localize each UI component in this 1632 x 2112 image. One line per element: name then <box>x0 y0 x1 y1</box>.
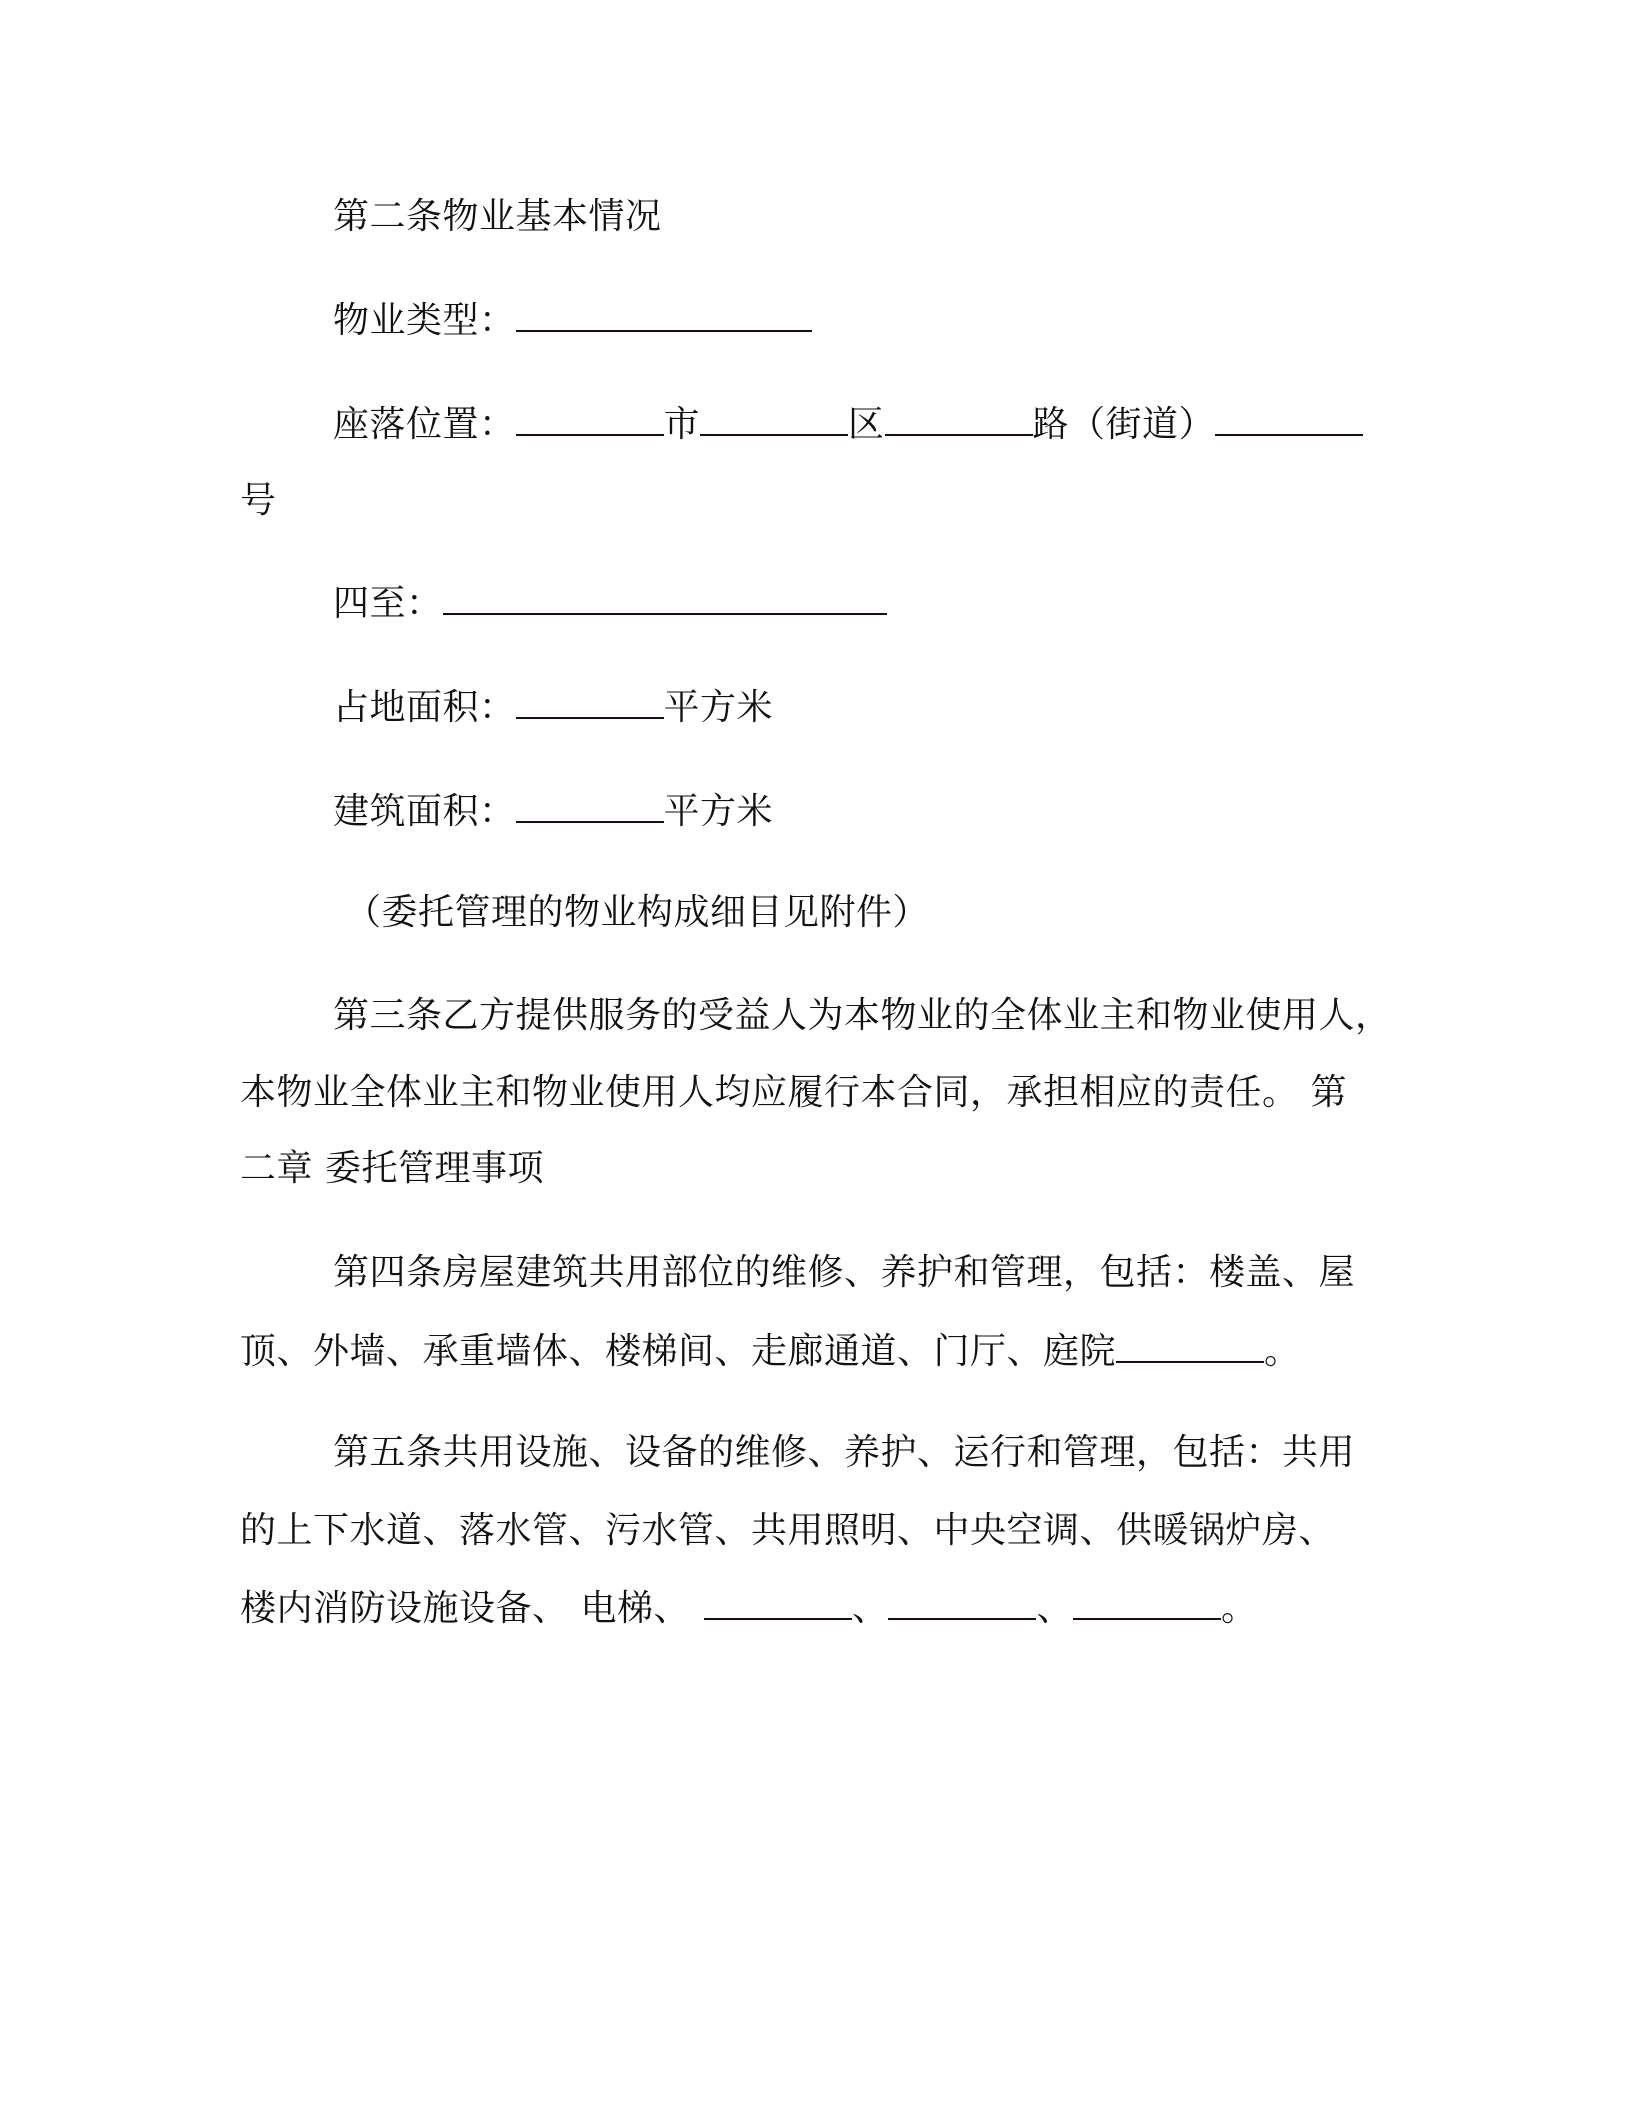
building-area-blank[interactable] <box>516 789 664 823</box>
boundaries-blank[interactable] <box>443 581 887 615</box>
facility-blank-1[interactable] <box>704 1586 852 1620</box>
section-5-line-2: 的上下水道、落水管、污水管、共用照明、中央空调、供暖锅炉房、 <box>240 1510 1336 1551</box>
boundaries-row <box>333 581 887 626</box>
property-type-row <box>333 298 812 343</box>
number-blank[interactable] <box>1215 402 1363 436</box>
courtyard-blank[interactable] <box>1116 1329 1264 1363</box>
land-area-unit: 平方米 <box>663 687 774 728</box>
section-5-line-1: 第五条共用设施、设备的维修、养护、运行和管理，包括：共用 <box>333 1432 1356 1473</box>
land-area-row <box>333 685 773 730</box>
road-text: 路（街道） <box>1032 404 1216 445</box>
city-blank[interactable] <box>516 402 664 436</box>
land-area-label: 占地面积： <box>333 687 516 728</box>
section-5-period: 。 <box>1220 1588 1258 1629</box>
section-5-line-3 <box>240 1586 1258 1631</box>
property-type-label: 物业类型： <box>333 300 516 341</box>
separator-1: 、 <box>851 1588 889 1629</box>
section-2-heading: 第二条物业基本情况 <box>333 196 662 237</box>
chapter-2-heading: 二章 委托管理事项 <box>240 1148 544 1189</box>
location-number-suffix: 号 <box>240 480 277 521</box>
section-4-line-1: 第四条房屋建筑共用部位的维修、养护和管理，包括：楼盖、屋 <box>333 1252 1356 1293</box>
road-blank[interactable] <box>885 402 1033 436</box>
section-5-text: 楼内消防设施设备、 电梯、 <box>240 1588 690 1629</box>
section-3-line-2: 本物业全体业主和物业使用人均应履行本合同，承担相应的责任。 第 <box>240 1072 1347 1113</box>
location-row <box>333 402 1363 447</box>
facility-blank-2[interactable] <box>888 1586 1036 1620</box>
section-4-text: 顶、外墙、承重墙体、楼梯间、走廊通道、门厅、庭院 <box>240 1331 1117 1372</box>
section-4-line-2 <box>240 1329 1301 1374</box>
district-blank[interactable] <box>700 402 848 436</box>
boundaries-label: 四至： <box>333 583 443 624</box>
separator-2: 、 <box>1036 1588 1073 1629</box>
building-area-label: 建筑面积： <box>333 791 516 832</box>
building-area-row <box>333 789 773 834</box>
location-label: 座落位置： <box>333 404 516 445</box>
section-4-period: 。 <box>1264 1331 1301 1372</box>
section-3-line-1: 第三条乙方提供服务的受益人为本物业的全体业主和物业使用人， <box>333 995 1392 1036</box>
attachment-note: （委托管理的物业构成细目见附件） <box>345 892 930 933</box>
city-text: 市 <box>663 404 701 445</box>
property-type-blank[interactable] <box>516 298 812 332</box>
building-area-unit: 平方米 <box>663 791 774 832</box>
district-text: 区 <box>848 404 885 445</box>
facility-blank-3[interactable] <box>1073 1586 1221 1620</box>
land-area-blank[interactable] <box>516 685 664 719</box>
